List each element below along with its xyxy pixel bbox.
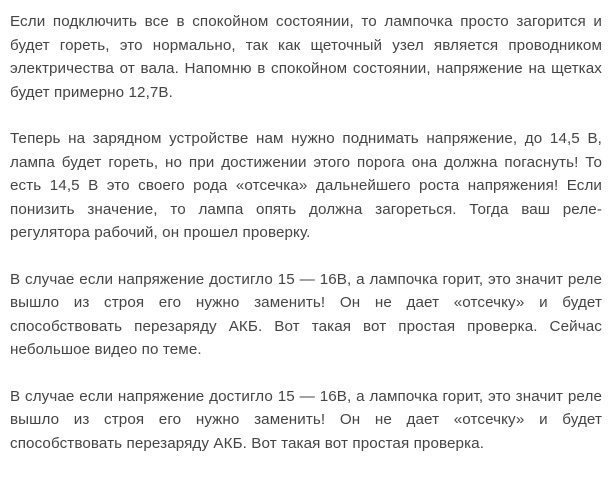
paragraph: В случае если напряжение достигло 15 — 16В, а лампочка горит, это значит реле вышло из строя его нужно заменить! Он не дает «отсечку» и будет способствовать перезаряду АКБ. Вот такая вот простая проверка. Сейчас небольшое видео по теме.	[10, 270, 602, 358]
paragraph: Теперь на зарядном устройстве нам нужно поднимать напряжение, до 14,5 В, лампа будет гореть, но при достижении этого порога она должна погаснуть! То есть 14,5 В это своего рода «отсечка» дальнейшего роста напряжения! Если понизить значение, то лампа опять должна загореться. Тогда ваш реле-регулятора рабочий, он прошел проверку.	[10, 130, 602, 241]
paragraph: Если подключить все в спокойном состоянии, то лампочка просто загорится и будет гореть, это нормально, так как щеточный узел является проводником электричества от вала. Напомню в спокойном состоянии, напряжение на щетках будет примерно 12,7В.	[10, 13, 602, 101]
paragraph: В случае если напряжение достигло 15 — 16В, а лампочка горит, это значит реле вышло из строя его нужно заменить! Он не дает «отсечку» и будет способствовать перезаряду АКБ. Вот такая вот простая проверка.	[10, 387, 602, 452]
